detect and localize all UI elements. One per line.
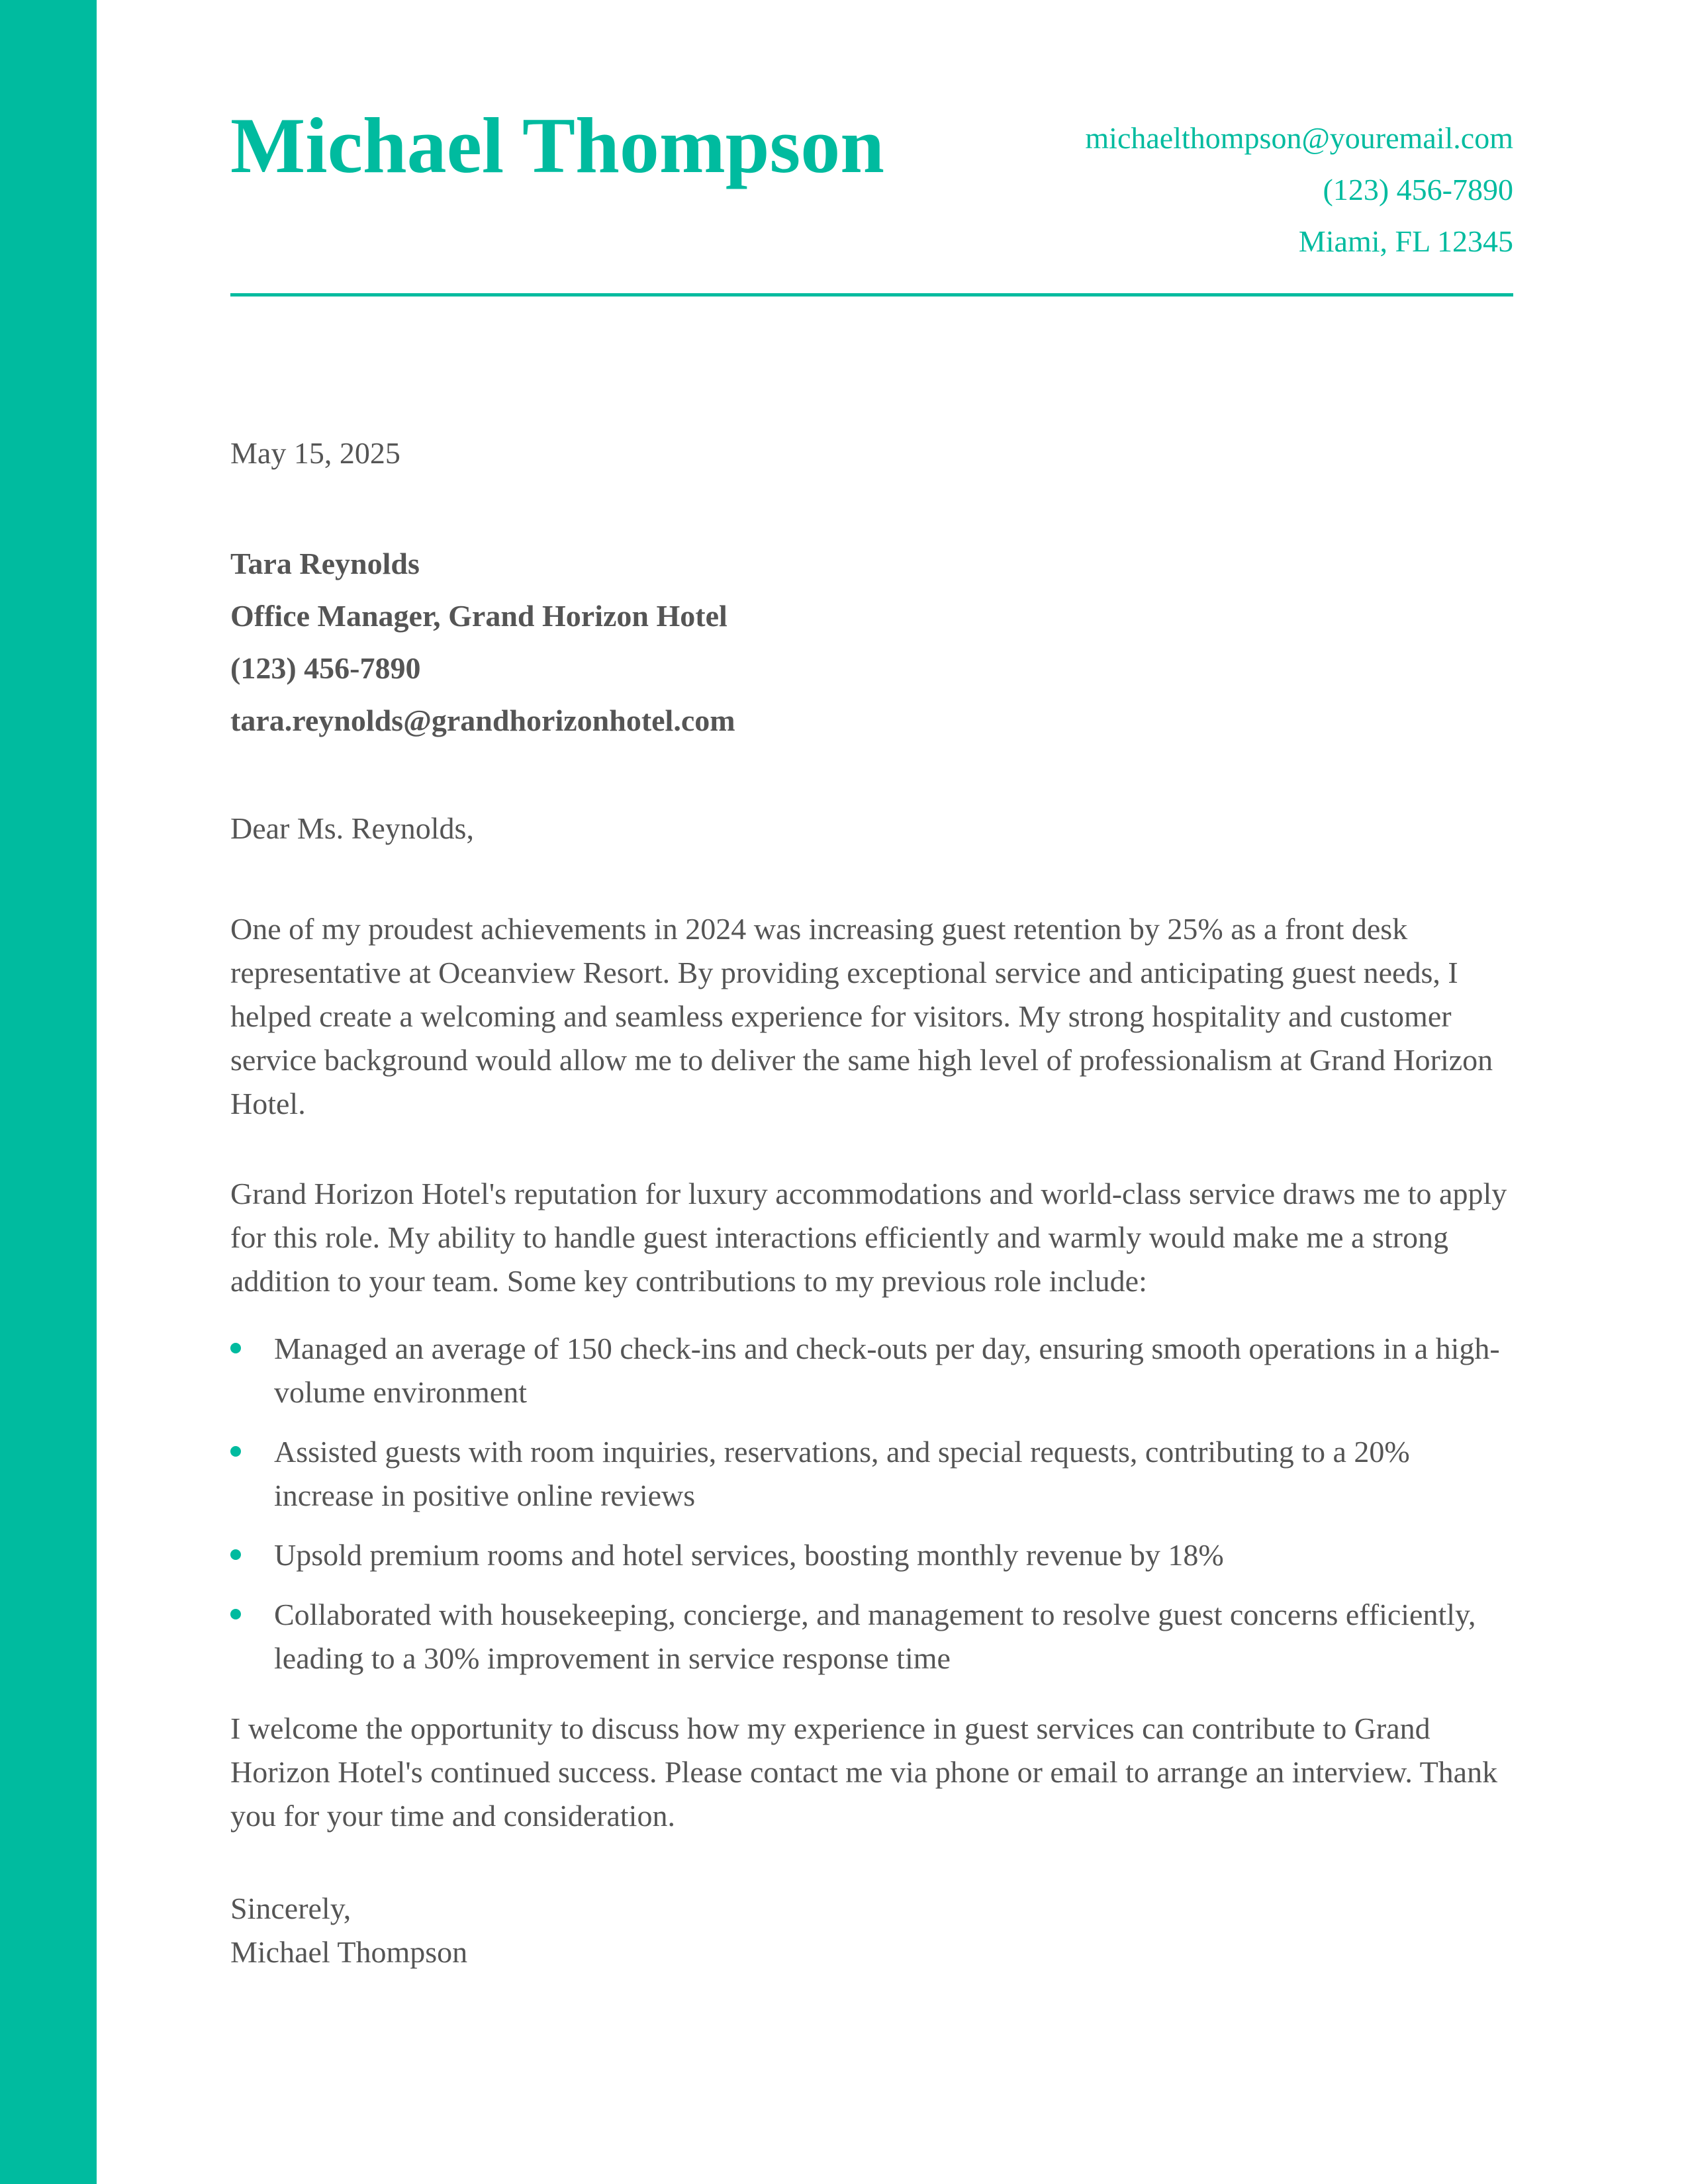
- bullet-dot-icon: [230, 1549, 241, 1560]
- paragraph-1: One of my proudest achievements in 2024 was increasing guest retention by 25% as a front desk representative at Oceanview Resort. By providing exceptional service and anticipating guest needs, I helped create a welcoming and seamless experience for visitors. My strong hospitality and customer service background would allow me to deliver the same high level of professionalism at Grand Horizon Hotel.: [230, 912, 1493, 1120]
- paragraph-2: Grand Horizon Hotel's reputation for luxury accommodations and world-class service draws me to apply for this role. My ability to handle guest interactions efficiently and warmly would make me a strong addition to your team. Some key contributions to my previous role include:: [230, 1177, 1507, 1298]
- paragraph-3: I welcome the opportunity to discuss how my experience in guest services can contribute to Grand Horizon Hotel's continued success. Please contact me via phone or email to arrange an interview. Thank you for your time and consideration.: [230, 1711, 1498, 1833]
- contributions-list: [230, 1327, 1513, 1680]
- list-item: [230, 1593, 1513, 1680]
- sender-email: michaelthompson@youremail.com: [1085, 121, 1513, 155]
- list-item: [230, 1327, 1513, 1414]
- sender-name: Michael Thompson: [230, 101, 884, 189]
- list-item: [230, 1430, 1513, 1518]
- recipient-name: Tara Reynolds: [230, 547, 420, 580]
- bullet-dot-icon: [230, 1343, 241, 1353]
- recipient-title: Office Manager, Grand Horizon Hotel: [230, 599, 727, 633]
- list-item-text: Upsold premium rooms and hotel services, boosting monthly revenue by 18%: [274, 1538, 1224, 1572]
- recipient-email: tara.reynolds@grandhorizonhotel.com: [230, 704, 735, 737]
- signature: Michael Thompson: [230, 1935, 468, 1969]
- header-divider: [230, 293, 1513, 296]
- sender-location: Miami, FL 12345: [1298, 224, 1513, 258]
- list-item-text: Managed an average of 150 check-ins and check-outs per day, ensuring smooth operations in a high-volume environment: [274, 1332, 1500, 1409]
- bullet-dot-icon: [230, 1609, 241, 1619]
- letter-date: May 15, 2025: [230, 436, 400, 470]
- sender-contact-block: [1085, 113, 1513, 267]
- closing: Sincerely,: [230, 1891, 352, 1925]
- recipient-phone: (123) 456-7890: [230, 651, 421, 685]
- sender-phone: (123) 456-7890: [1323, 173, 1513, 206]
- list-item-text: Assisted guests with room inquiries, reservations, and special requests, contributing to a 20% increase in positive online reviews: [274, 1435, 1410, 1512]
- salutation: Dear Ms. Reynolds,: [230, 811, 474, 845]
- letter-body: [230, 807, 1513, 1974]
- bullet-dot-icon: [230, 1446, 241, 1457]
- accent-sidebar: [0, 0, 97, 2184]
- recipient-block: [230, 537, 735, 747]
- cover-letter-page: [230, 0, 1513, 2184]
- list-item: [230, 1533, 1513, 1577]
- list-item-text: Collaborated with housekeeping, concierge, and management to resolve guest concerns efficiently, leading to a 30% improvement in service response time: [274, 1598, 1476, 1675]
